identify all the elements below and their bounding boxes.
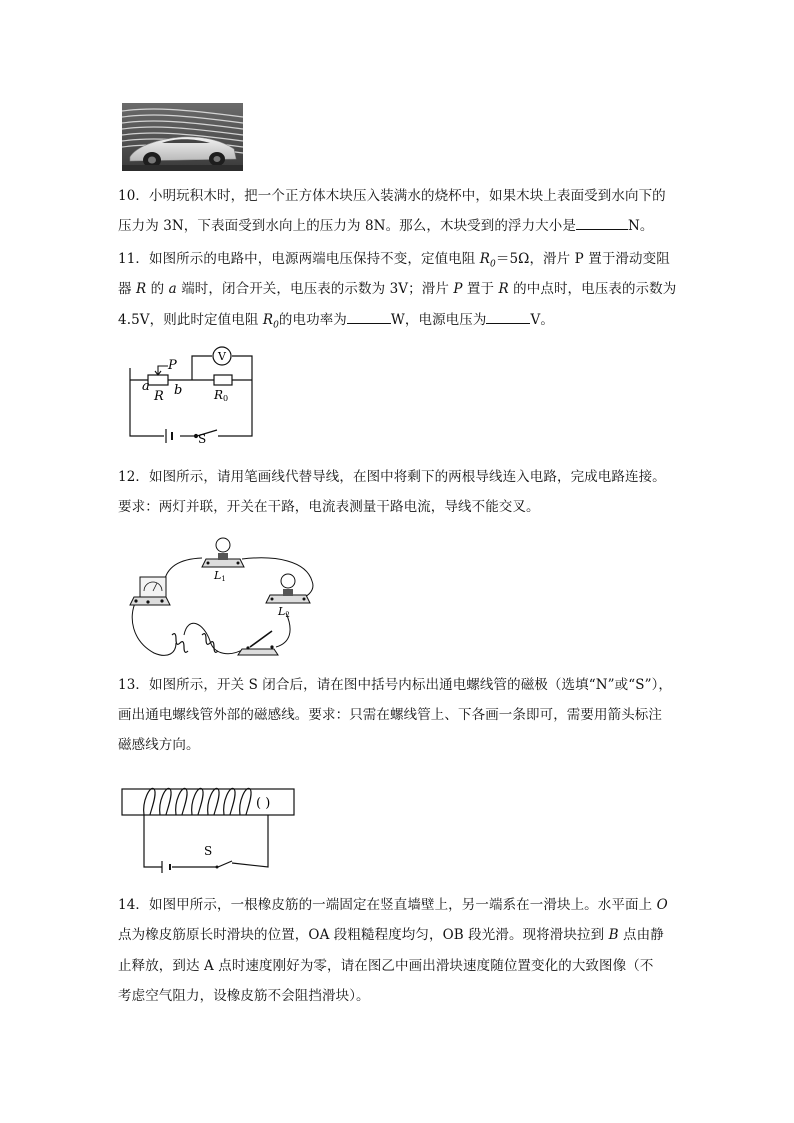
q11-line2: 器 R 的 a 端时，闭合开关，电压表的示数为 3V；滑片 P 置于 R 的中点时，电压表的示数为 [118, 281, 677, 297]
answer-blank[interactable] [486, 309, 530, 324]
lamp-l1-label: L1 [214, 569, 226, 583]
lamp-l2-icon [266, 574, 310, 603]
rheostat-label: R [154, 389, 164, 404]
r0-label: R0 [214, 388, 229, 403]
lamp-l2-label: L2 [278, 605, 290, 619]
car-photo [122, 103, 243, 171]
q12-circuit-diagram [126, 531, 320, 662]
switch-icon [238, 631, 278, 655]
switch-s-label: S [198, 432, 207, 444]
q12-line2: 要求：两灯并联，开关在干路，电流表测量干路电流，导线不能交叉。 [118, 499, 540, 515]
q11-line1: 11．如图所示的电路中，电源两端电压保持不变，定值电阻 $R_0=5\Omega$，滑片 P 置于滑动变阻 [118, 251, 670, 270]
q10-line2: 压力为 3N，下表面受到水向上的压力为 8N。那么，木块受到的浮力大小是 N。 [118, 215, 654, 236]
q14-line2: 点为橡皮筋原长时滑块的位置，OA 段粗糙程度均匀，OB 段光滑。现将滑块拉到 B 点由静 [118, 927, 664, 943]
answer-blank[interactable] [576, 215, 628, 230]
rheostat-r [148, 375, 168, 385]
q11-circuit-diagram [124, 342, 259, 444]
q10-line1: 10．小明玩积木时，把一个正方体木块压入装满水的烧杯中，如果木块上表面受到水向下的 [118, 188, 666, 204]
q13-line2: 画出通电螺线管外部的磁感线。要求：只需在螺线管上、下各画一条即可，需要用箭头标注 [118, 707, 662, 723]
lamp-l1-icon [202, 538, 244, 567]
voltmeter-label: V [218, 350, 226, 363]
terminal-b-label: b [174, 383, 183, 398]
q14-line4: 考虑空气阻力，设橡皮筋不会阻挡滑块）。 [118, 988, 370, 1004]
ammeter-icon [130, 577, 170, 605]
answer-blank[interactable] [347, 309, 391, 324]
pole-bracket[interactable]: ( ) [256, 796, 271, 811]
q13-line3: 磁感线方向。 [118, 737, 200, 753]
q11-line3: 4.5V，则此时定值电阻 $R_0$的电功率为 W，电源电压为 V。 [118, 309, 554, 336]
q13-solenoid-diagram [120, 785, 300, 873]
slider-p-label: P [168, 358, 177, 373]
q12-line1: 12．如图所示，请用笔画线代替导线，在图中将剩下的两根导线连入电路，完成电路连接。 [118, 469, 666, 485]
resistor-r0 [214, 375, 232, 385]
q13-line1: 13．如图所示，开关 S 闭合后，请在图中括号内标出通电螺线管的磁极（选填“N”或“S”）， [118, 677, 673, 693]
terminal-a-label: a [142, 379, 150, 394]
q14-line3: 止释放，到达 A 点时速度刚好为零，请在图乙中画出滑块速度随位置变化的大致图像（不 [118, 958, 654, 974]
switch-s-label: S [204, 844, 213, 858]
q14-line1: 14．如图甲所示，一根橡皮筋的一端固定在竖直墙壁上，另一端系在一滑块上。水平面上 O [118, 897, 668, 913]
